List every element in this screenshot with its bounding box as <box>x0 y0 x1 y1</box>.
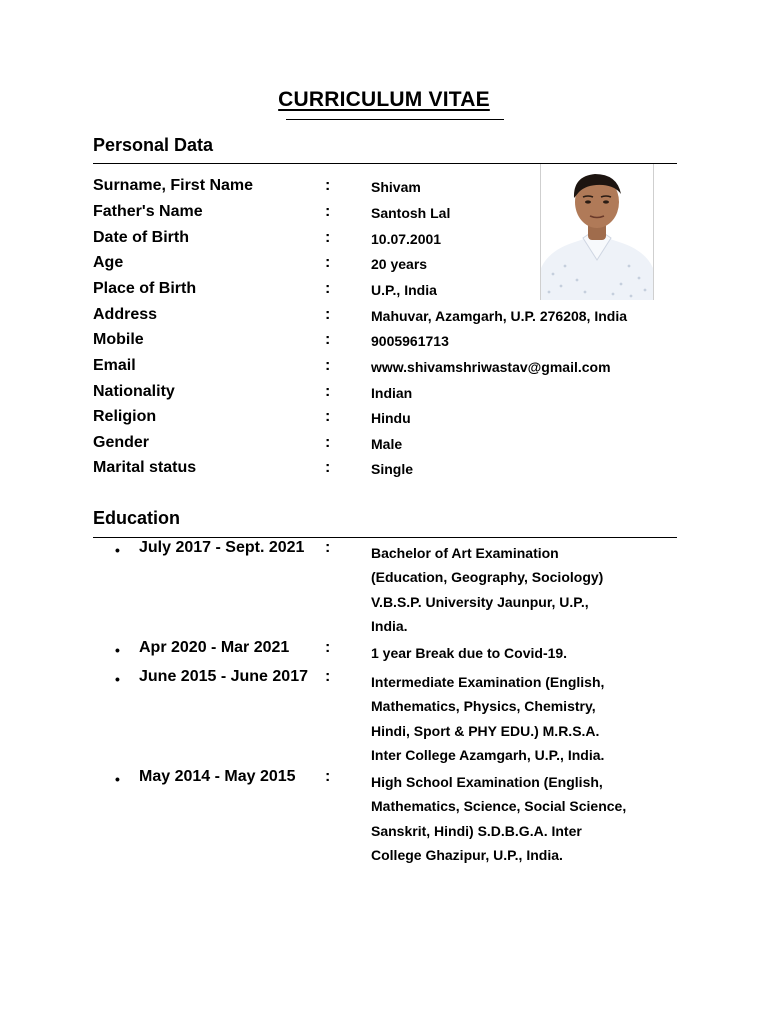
photo-eye-right <box>603 200 609 203</box>
document-title <box>0 88 768 112</box>
field-row-religion <box>93 408 653 432</box>
field-value: Male <box>371 436 403 452</box>
field-row-address <box>93 306 653 330</box>
education-divider <box>93 537 677 538</box>
field-separator: : <box>325 306 331 323</box>
description-line: Hindi, Sport & PHY EDU.) M.R.S.A. <box>371 722 600 739</box>
description-line: Mathematics, Science, Social Science, <box>371 798 627 815</box>
field-separator: : <box>325 459 331 476</box>
field-value: 10.07.2001 <box>371 231 442 247</box>
field-label: Age <box>93 254 124 271</box>
description-line: Inter College Azamgarh, U.P., India. <box>371 746 605 763</box>
education-separator: : <box>325 639 331 656</box>
description-line: India. <box>371 617 408 634</box>
bullet-icon: • <box>115 542 120 558</box>
profile-photo-image <box>541 164 653 300</box>
education-description <box>371 670 661 767</box>
description-line: Intermediate Examination (English, <box>371 674 605 690</box>
field-separator: : <box>325 357 331 374</box>
title-underline-rule <box>286 119 504 120</box>
field-value: Single <box>371 461 414 477</box>
field-separator: : <box>325 254 331 271</box>
photo-eye-left <box>585 200 591 203</box>
education-period: July 2017 - Sept. 2021 <box>139 539 305 556</box>
field-row-email <box>93 357 653 381</box>
education-separator: : <box>325 539 331 556</box>
field-row-marital-status <box>93 459 653 483</box>
education-description <box>371 541 661 638</box>
description-line: (Education, Geography, Sociology) <box>371 569 604 586</box>
field-label: Religion <box>93 408 157 425</box>
field-value: Indian <box>371 385 413 401</box>
field-label: Surname, First Name <box>93 177 254 194</box>
description-line: Bachelor of Art Examination <box>371 545 559 561</box>
field-separator: : <box>325 408 331 425</box>
field-row-nationality <box>93 383 653 407</box>
field-label: Email <box>93 357 136 374</box>
field-separator: : <box>325 177 331 194</box>
education-separator: : <box>325 668 331 685</box>
education-heading: Education <box>93 508 181 528</box>
field-value: Shivam <box>371 179 421 195</box>
field-label: Place of Birth <box>93 280 197 297</box>
education-period: June 2015 - June 2017 <box>139 668 308 685</box>
field-value: 9005961713 <box>371 333 449 349</box>
field-value: 20 years <box>371 256 428 272</box>
field-value: Hindu <box>371 410 411 426</box>
field-row-mobile <box>93 331 653 355</box>
education-separator: : <box>325 768 331 785</box>
field-value: Santosh Lal <box>371 205 451 221</box>
description-line: College Ghazipur, U.P., India. <box>371 846 563 863</box>
education-period: Apr 2020 - Mar 2021 <box>139 639 290 656</box>
field-label: Address <box>93 306 158 323</box>
education-description <box>371 641 661 665</box>
field-separator: : <box>325 383 331 400</box>
field-label: Nationality <box>93 383 175 400</box>
field-separator: : <box>325 434 331 451</box>
description-line: Mathematics, Physics, Chemistry, <box>371 698 596 715</box>
field-separator: : <box>325 280 331 297</box>
field-label: Father's Name <box>93 203 203 220</box>
bullet-icon: • <box>115 671 120 687</box>
field-value: Mahuvar, Azamgarh, U.P. 276208, India <box>371 308 627 324</box>
field-label: Marital status <box>93 459 197 476</box>
field-row-gender <box>93 434 653 458</box>
field-label: Gender <box>93 434 150 451</box>
personal-data-heading: Personal Data <box>93 135 214 155</box>
bullet-icon: • <box>115 642 120 658</box>
field-value: www.shivamshriwastav@gmail.com <box>371 359 611 375</box>
bullet-icon: • <box>115 771 120 787</box>
field-label: Mobile <box>93 331 144 348</box>
education-period: May 2014 - May 2015 <box>139 768 296 785</box>
profile-photo <box>540 164 654 300</box>
document-title-text: CURRICULUM VITAE <box>278 88 490 111</box>
field-separator: : <box>325 203 331 220</box>
field-separator: : <box>325 331 331 348</box>
description-line: Sanskrit, Hindi) S.D.B.G.A. Inter <box>371 822 582 839</box>
education-description <box>371 770 661 867</box>
field-value: U.P., India <box>371 282 437 298</box>
field-label: Date of Birth <box>93 229 189 246</box>
field-separator: : <box>325 229 331 246</box>
description-line: 1 year Break due to Covid-19. <box>371 645 568 661</box>
description-line: V.B.S.P. University Jaunpur, U.P., <box>371 593 589 610</box>
description-line: High School Examination (English, <box>371 774 603 790</box>
